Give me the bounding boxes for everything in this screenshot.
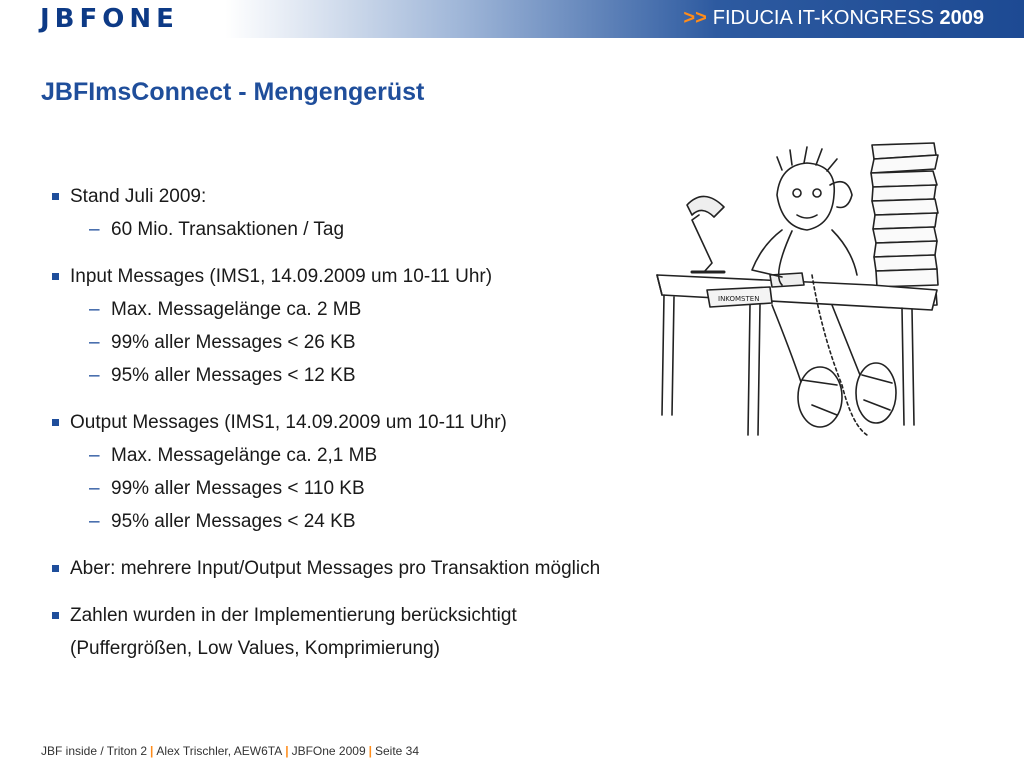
sub-bullet-text: 60 Mio. Transaktionen / Tag (111, 219, 345, 240)
stressed-worker-illustration (652, 135, 942, 455)
dash-icon: – (89, 219, 100, 240)
congress-arrows: >> (683, 7, 707, 29)
sub-bullet-item (50, 439, 740, 472)
bullet-block (50, 406, 740, 538)
congress-text: FIDUCIA IT-KONGRESS (712, 7, 934, 29)
footer-separator: | (368, 744, 372, 758)
sub-bullet-text: 95% aller Messages < 24 KB (111, 511, 356, 532)
footer-event: JBF inside / Triton 2 (41, 744, 148, 758)
bullet-square-icon (52, 565, 59, 572)
footer-separator: | (150, 744, 154, 758)
footer-separator: | (285, 744, 289, 758)
bullet-list (50, 180, 740, 679)
sub-bullet-text: Max. Messagelänge ca. 2 MB (111, 299, 362, 320)
dash-icon: – (89, 332, 100, 353)
bullet-item (50, 552, 740, 585)
bullet-block (50, 180, 740, 246)
footer-author: Alex Trischler, AEW6TA (156, 744, 283, 758)
bullet-item (50, 406, 740, 439)
bullet-square-icon (52, 612, 59, 619)
sub-bullet-item (50, 359, 740, 392)
slide-title: JBFImsConnect - Mengengerüst (41, 78, 425, 106)
dash-icon: – (89, 445, 100, 466)
dash-icon: – (89, 511, 100, 532)
bullet-text: Zahlen wurden in der Implementierung berücksichtigt (70, 605, 517, 626)
logo-text: JBFONE (40, 4, 179, 34)
footer-product: JBFOne 2009 (291, 744, 366, 758)
inkomsten-label: INKOMSTEN (718, 295, 760, 303)
bullet-text: Output Messages (IMS1, 14.09.2009 um 10-11 Uhr) (70, 412, 507, 433)
bullet-text: Input Messages (IMS1, 14.09.2009 um 10-11 Uhr) (70, 266, 493, 287)
dash-icon: – (89, 478, 100, 499)
congress-year: 2009 (939, 7, 984, 29)
bullet-block (50, 599, 740, 665)
bullet-item (50, 180, 740, 213)
bullet-text: Aber: mehrere Input/Output Messages pro Transaktion möglich (70, 558, 601, 579)
sub-bullet-item (50, 293, 740, 326)
congress-banner (683, 7, 984, 30)
sub-bullet-text: 95% aller Messages < 12 KB (111, 365, 356, 386)
header-band (0, 0, 1024, 38)
footer (41, 744, 419, 758)
bullet-block (50, 260, 740, 392)
sub-bullet-text: 99% aller Messages < 26 KB (111, 332, 356, 353)
bullet-item (50, 599, 740, 632)
bullet-square-icon (52, 193, 59, 200)
bullet-square-icon (52, 273, 59, 280)
jbfone-logo (40, 6, 179, 32)
bullet-text-continuation: (Puffergrößen, Low Values, Komprimierung) (70, 638, 440, 659)
sub-bullet-item (50, 213, 740, 246)
bullet-square-icon (52, 419, 59, 426)
sub-bullet-item (50, 326, 740, 359)
sub-bullet-text: Max. Messagelänge ca. 2,1 MB (111, 445, 378, 466)
sub-bullet-item (50, 472, 740, 505)
bullet-item (50, 260, 740, 293)
bullet-text: Stand Juli 2009: (70, 186, 207, 207)
sub-bullet-text: 99% aller Messages < 110 KB (111, 478, 365, 499)
dash-icon: – (89, 365, 100, 386)
bullet-block (50, 552, 740, 585)
dash-icon: – (89, 299, 100, 320)
footer-page: Seite 34 (374, 744, 420, 758)
sub-bullet-item (50, 505, 740, 538)
